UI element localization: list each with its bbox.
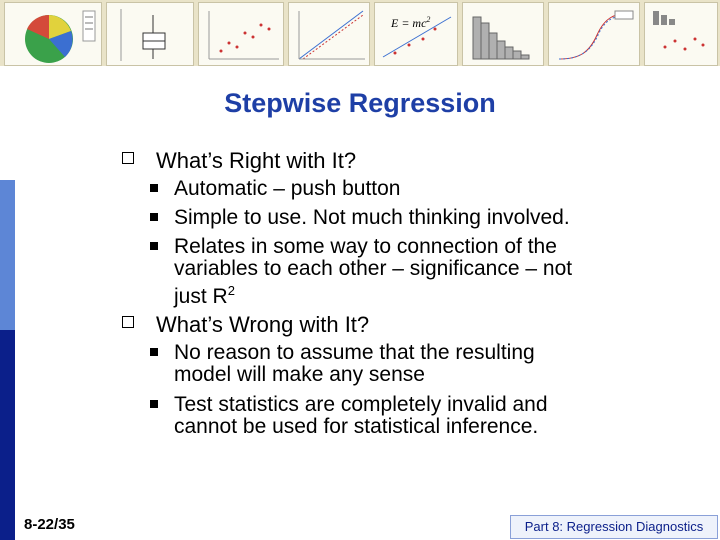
square-bullet-icon bbox=[122, 152, 134, 164]
pie-chart-thumbnail bbox=[4, 2, 102, 66]
formula-text: $E = mc^2$ bbox=[391, 15, 431, 30]
section-label: Part 8: Regression Diagnostics bbox=[510, 515, 718, 539]
box-plot-thumbnail bbox=[106, 2, 194, 66]
square-bullet-icon bbox=[150, 242, 158, 250]
scatter-plot-thumbnail bbox=[198, 2, 284, 66]
square-bullet-icon bbox=[150, 184, 158, 192]
item-line: variables to each other – significance – not bbox=[174, 257, 573, 280]
square-bullet-icon bbox=[150, 400, 158, 408]
left-bar-light bbox=[0, 66, 15, 180]
item-line: No reason to assume that the resulting bbox=[174, 341, 535, 364]
bar-scatter-thumbnail bbox=[644, 2, 718, 66]
item-line: cannot be used for statistical inference. bbox=[174, 415, 539, 438]
square-bullet-icon bbox=[122, 316, 134, 328]
square-bullet-icon bbox=[150, 213, 158, 221]
cumulative-curve-thumbnail bbox=[548, 2, 640, 66]
slide-number: 8-22/35 bbox=[24, 516, 75, 533]
item-line: Relates in some way to connection of the bbox=[174, 235, 557, 258]
square-bullet-icon bbox=[150, 348, 158, 356]
slide-title: Stepwise Regression bbox=[224, 88, 496, 118]
header-thumbnail-band bbox=[0, 0, 720, 66]
probability-plot-thumbnail bbox=[288, 2, 370, 66]
superscript: 2 bbox=[227, 283, 235, 298]
item-line: just R bbox=[174, 285, 228, 308]
formula-scatter-thumbnail bbox=[374, 2, 458, 66]
left-bar-medium bbox=[0, 180, 15, 330]
histogram-thumbnail bbox=[462, 2, 544, 66]
left-bar-dark bbox=[0, 330, 15, 540]
item-line: model will make any sense bbox=[174, 363, 425, 386]
item-line: Test statistics are completely invalid and bbox=[174, 393, 548, 416]
